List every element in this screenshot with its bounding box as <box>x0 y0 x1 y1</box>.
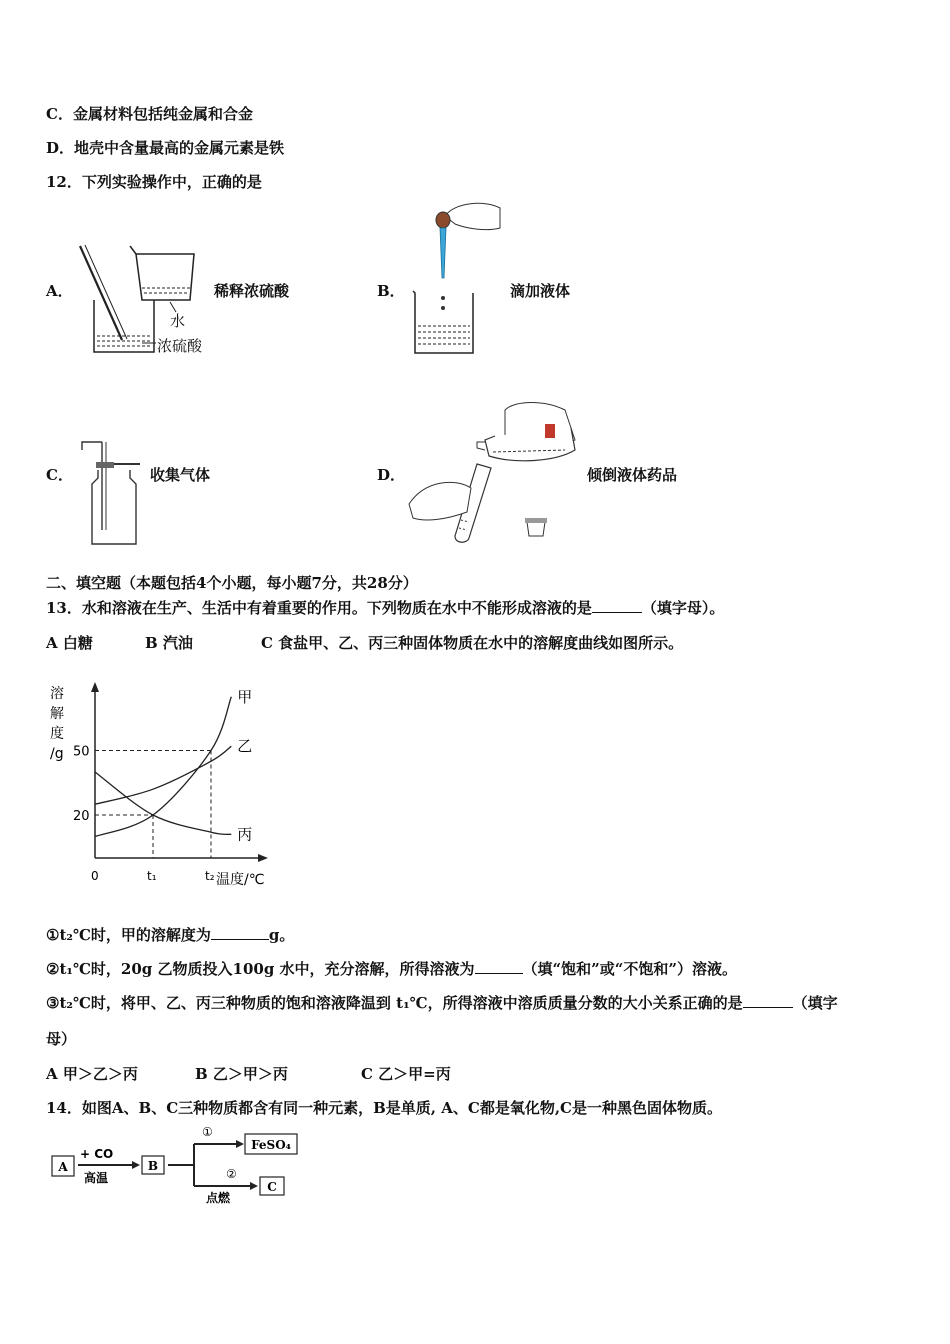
flow-box-feso4-text: FeSO₄ <box>251 1138 291 1152</box>
series-label: 乙 <box>237 737 253 756</box>
q14-stem: 14．如图A、B、C三种物质都含有同一种元素，B是单质, A、C都是氧化物,C是一种黑色固体物质。 <box>46 1099 722 1117</box>
q12-option-c-caption: 收集气体 <box>150 466 211 484</box>
flow-cond2-text: 点燃 <box>206 1191 231 1205</box>
ylabel-char: 溶 <box>50 686 64 702</box>
q13-sub3-choice-a: A 甲＞乙＞丙 <box>46 1065 138 1083</box>
x-axis-arrow <box>258 854 268 862</box>
q12-option-b-letter: B． <box>377 282 405 300</box>
q13-choice-a: A 白糖 <box>46 634 93 652</box>
q13-sub3-continued: 母） <box>46 1030 77 1048</box>
q13-stem-suffix: （填字母）。 <box>641 599 725 617</box>
gas-bottle-illustration <box>80 440 150 546</box>
x-tick-label: 0 <box>91 869 99 883</box>
series-label: 丙 <box>237 825 253 844</box>
flow-condition-text: 高温 <box>84 1171 109 1185</box>
q13-sub3-blank[interactable] <box>743 1007 793 1008</box>
ylabel-char: 度 <box>50 726 64 742</box>
flow-box-b-text: B <box>147 1159 159 1173</box>
x-tick-label: t₂ <box>205 869 215 883</box>
section-heading: 二、填空题（本题包括4个小题，每小题7分，共28分） <box>46 574 418 592</box>
flow-box-a-text: A <box>58 1160 68 1174</box>
flow-reagent-text: + CO <box>80 1147 114 1161</box>
q13-sub1-blank[interactable] <box>211 939 269 940</box>
q12-option-a-caption: 稀释浓硫酸 <box>214 282 290 300</box>
q13-sub1-suffix: g。 <box>268 926 295 944</box>
q13-sub3-choice-b: B 乙＞甲＞丙 <box>195 1065 288 1083</box>
solubility-chart <box>40 676 280 892</box>
series-label: 甲 <box>237 687 253 706</box>
q13-sub3-text: ③t₂℃时，将甲、乙、丙三种物质的饱和溶液降温到 t₁℃，所得溶液中溶质质量分数的大小关系正确的是 <box>46 994 743 1012</box>
q13-stem-text: 13．水和溶液在生产、生活中有着重要的作用。下列物质在水中不能形成溶液的是 <box>46 599 592 617</box>
q13-sub1 <box>46 924 294 945</box>
x-tick-label: t₁ <box>147 869 157 883</box>
ylabel-char: 解 <box>50 706 64 722</box>
ylabel-char: /g <box>50 746 64 762</box>
q12-option-d-letter: D． <box>377 466 406 484</box>
q12-stem: 12．下列实验操作中，正确的是 <box>46 173 262 191</box>
flow-box-c-text: C <box>267 1180 277 1194</box>
q13-answer-blank[interactable] <box>592 612 642 613</box>
q13-choice-b: B 汽油 <box>145 634 193 652</box>
dropper-illustration <box>405 198 505 358</box>
q13-stem <box>46 597 724 618</box>
q12-option-c-letter: C． <box>46 466 73 484</box>
q13-sub3-suffix: （填字 <box>792 994 838 1012</box>
label-water: 水 <box>170 312 186 330</box>
q11-option-d: D．地壳中含量最高的金属元素是铁 <box>46 139 285 157</box>
q13-sub2-text: ②t₁℃时，20g 乙物质投入100g 水中，充分溶解，所得溶液为 <box>46 960 475 978</box>
y-tick-label: 50 <box>73 744 90 760</box>
flow-step1-text: ① <box>202 1125 213 1139</box>
label-concentrated-acid: 浓硫酸 <box>157 337 203 355</box>
q12-option-b-caption: 滴加液体 <box>510 282 571 300</box>
pour-liquid-illustration <box>405 380 585 550</box>
q13-sub3-choice-c: C 乙＞甲=丙 <box>361 1065 451 1083</box>
xlabel: 温度/℃ <box>216 872 265 888</box>
q13-sub2-suffix: （填“饱和”或“不饱和”）溶液。 <box>522 960 738 978</box>
q12-option-d-caption: 倾倒液体药品 <box>587 466 678 484</box>
q13-sub3 <box>46 992 838 1013</box>
q13-sub2-blank[interactable] <box>475 973 523 974</box>
q13-sub2 <box>46 958 737 979</box>
y-axis-arrow <box>91 682 99 692</box>
q13-choice-c: C 食盐甲、乙、丙三种固体物质在水中的溶解度曲线如图所示。 <box>261 634 684 652</box>
q14-flow-diagram <box>50 1122 310 1214</box>
q11-option-c: C．金属材料包括纯金属和合金 <box>46 105 253 123</box>
y-tick-label: 20 <box>73 809 90 824</box>
q13-sub1-text: ①t₂℃时，甲的溶解度为 <box>46 926 211 944</box>
flow-step2-text: ② <box>226 1167 237 1181</box>
q12-option-a-letter: A． <box>46 282 73 300</box>
